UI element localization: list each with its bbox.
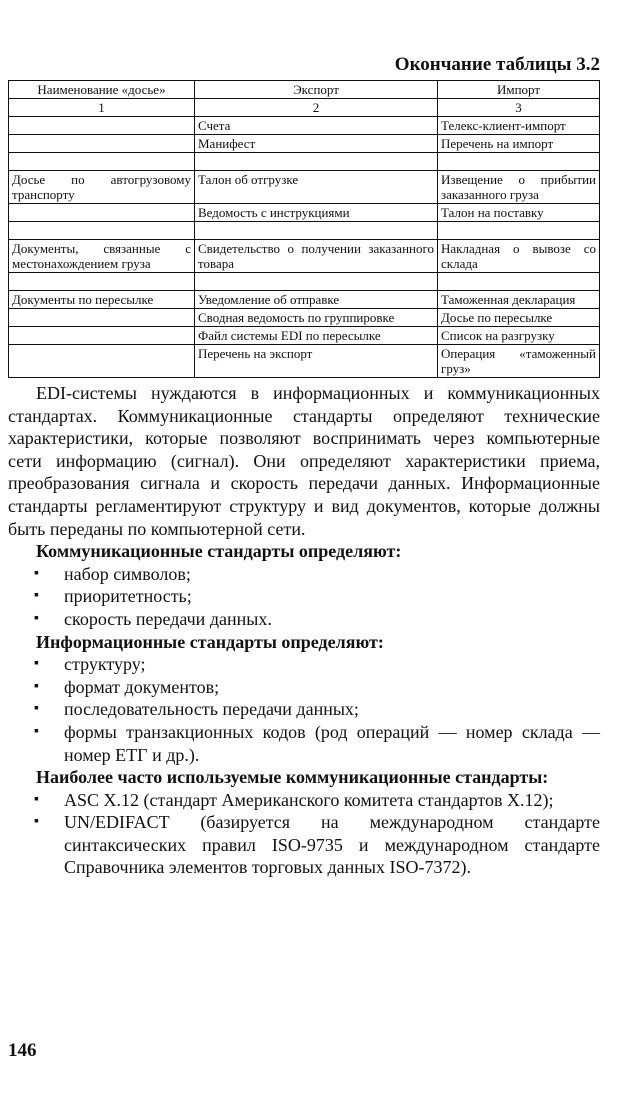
- list-item: ▪ приоритетность;: [8, 585, 600, 608]
- page-content: [8, 54, 600, 879]
- table-cell: Счета: [195, 117, 438, 135]
- table-row: [9, 153, 600, 171]
- table-cell: [438, 222, 600, 240]
- table-cell: [195, 222, 438, 240]
- body-text: [8, 382, 600, 879]
- table-cell: Таможенная декларация: [438, 291, 600, 309]
- table-cell: Сводная ведомость по группировке: [195, 309, 438, 327]
- table-cell: Талон на поставку: [438, 204, 600, 222]
- table-cell: Операция «таможенный груз»: [438, 345, 600, 378]
- table-cell: Телекс-клиент-импорт: [438, 117, 600, 135]
- bullet-list: [8, 563, 600, 631]
- table-cell: [9, 327, 195, 345]
- list-item: ▪ структуру;: [8, 653, 600, 676]
- table-header-row: [9, 81, 600, 99]
- list-item: ▪ ASC X.12 (стандарт Американского комитета стандартов X.12);: [8, 789, 600, 812]
- list-item: ▪ набор символов;: [8, 563, 600, 586]
- table-cell: Документы по пересылке: [9, 291, 195, 309]
- section-heading: Информационные стандарты определяют:: [36, 631, 384, 652]
- table-cell: [9, 153, 195, 171]
- table-cell: Файл системы EDI по пересылке: [195, 327, 438, 345]
- table-cell: [195, 273, 438, 291]
- table-row: [9, 117, 600, 135]
- bullet-list: [8, 653, 600, 766]
- table-row: [9, 345, 600, 378]
- table-row: [9, 171, 600, 204]
- list-item: ▪ последовательность передачи данных;: [8, 698, 600, 721]
- bullet-list: [8, 789, 600, 879]
- table-row: [9, 273, 600, 291]
- section-heading: Наиболее часто используемые коммуникационные стандарты:: [36, 767, 549, 788]
- table-cell: [9, 273, 195, 291]
- paragraph: EDI-системы нуждаются в информационных и коммуникационных стандартах. Коммуникационные стандарты определяют технические характеристики, которые позволяют воспринимать через компьютерные сети информацию (сигнал). Они определяют характеристики приема, преобразования сигнала и скорость передачи данных. Информационные стандарты регламентируют структуру и вид документов, которые должны быть переданы по компьютерной сети.: [8, 383, 600, 539]
- table-cell: [9, 345, 195, 378]
- table-row: [9, 240, 600, 273]
- table-cell: Талон об отгрузке: [195, 171, 438, 204]
- column-number: 2: [195, 99, 438, 117]
- list-item: ▪ формы транзакционных кодов (род операций — номер склада — номер ЕТГ и др.).: [8, 721, 600, 766]
- list-item: ▪ скорость передачи данных.: [8, 608, 600, 631]
- list-item: ▪ формат документов;: [8, 676, 600, 699]
- table-cell: [195, 153, 438, 171]
- table-cell: Досье по автогрузовому транспорту: [9, 171, 195, 204]
- table-cell: Перечень на импорт: [438, 135, 600, 153]
- table-cell: Манифест: [195, 135, 438, 153]
- table-cell: Документы, связанные с местонахождением груза: [9, 240, 195, 273]
- table-row: [9, 135, 600, 153]
- table-body: [9, 117, 600, 378]
- table-cell: [9, 117, 195, 135]
- table-cell: Ведомость с инструкциями: [195, 204, 438, 222]
- table-cell: [438, 273, 600, 291]
- table-cell: Извещение о прибытии заказанного груза: [438, 171, 600, 204]
- header-export: Экспорт: [195, 81, 438, 99]
- table-row: [9, 327, 600, 345]
- table-cell: Перечень на экспорт: [195, 345, 438, 378]
- table-cell: [9, 204, 195, 222]
- table-row: [9, 291, 600, 309]
- table-cell: [438, 153, 600, 171]
- header-name: Наименование «досье»: [9, 81, 195, 99]
- table-cell: Уведомление об отправке: [195, 291, 438, 309]
- table-caption: Окончание таблицы 3.2: [394, 54, 600, 75]
- table-cell: [9, 135, 195, 153]
- table-cell: Список на разгрузку: [438, 327, 600, 345]
- page-number: 146: [8, 1040, 37, 1061]
- column-number: 3: [438, 99, 600, 117]
- table-number-row: [9, 99, 600, 117]
- table-cell: Досье по пересылке: [438, 309, 600, 327]
- documents-table: [8, 80, 600, 378]
- list-item: ▪ UN/EDIFACT (базируется на международном стандарте синтаксических правил ISO-9735 и международном стандарте Справочника элементов торговых данных ISO-7372).: [8, 811, 600, 879]
- header-import: Импорт: [438, 81, 600, 99]
- table-cell: Накладная о вывозе со склада: [438, 240, 600, 273]
- section-heading: Коммуникационные стандарты определяют:: [36, 541, 402, 562]
- table-cell: Свидетельство о получении заказанного товара: [195, 240, 438, 273]
- column-number: 1: [9, 99, 195, 117]
- table-row: [9, 222, 600, 240]
- table-cell: [9, 309, 195, 327]
- table-row: [9, 204, 600, 222]
- table-row: [9, 309, 600, 327]
- table-cell: [9, 222, 195, 240]
